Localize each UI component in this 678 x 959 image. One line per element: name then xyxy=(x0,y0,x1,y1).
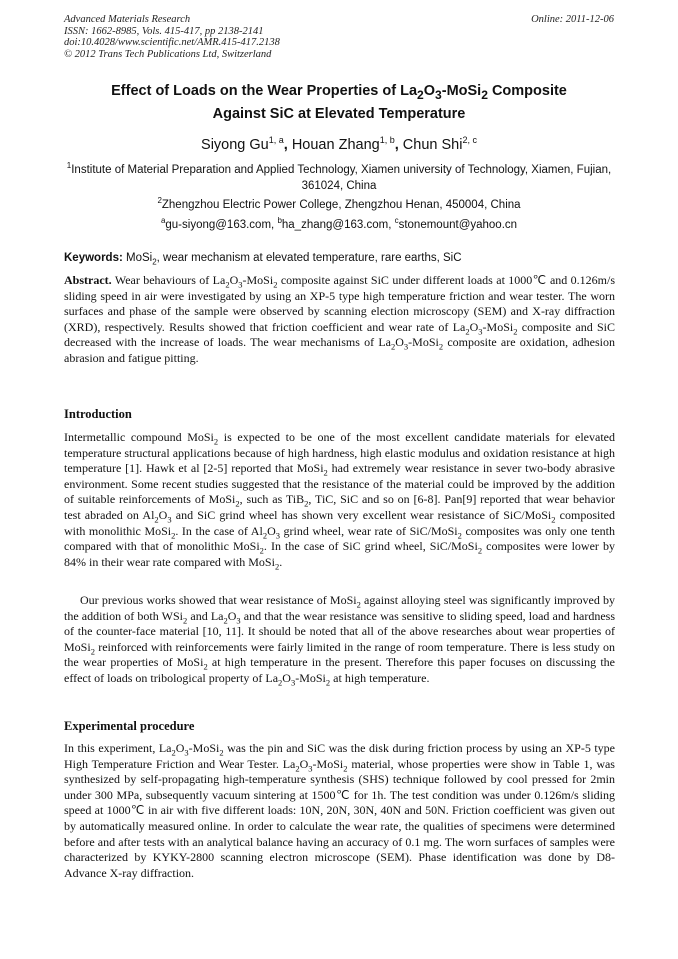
affiliation-1 xyxy=(60,158,618,194)
subscript: 3 xyxy=(238,279,243,290)
email-separator: , xyxy=(388,218,395,231)
subscript: 2 xyxy=(219,747,224,758)
keywords-label: Keywords: xyxy=(64,252,123,264)
abstract-text: O xyxy=(469,319,479,334)
introduction-paragraph-2 xyxy=(64,593,615,687)
experimental-paragraph-1 xyxy=(64,741,615,881)
email-mark: a xyxy=(160,216,166,225)
body-text: O xyxy=(299,756,309,771)
affiliation-mark: 1 xyxy=(66,161,72,170)
subscript: 2 xyxy=(356,599,361,610)
keywords-text: MoSi xyxy=(122,252,153,264)
doi-line: doi:10.4028/www.scientific.net/AMR.415-417.2138 xyxy=(64,37,280,48)
subscript: 2 xyxy=(182,614,188,625)
journal-name: Advanced Materials Research xyxy=(64,14,191,25)
abstract-text: O xyxy=(395,335,404,350)
author-affiliation-mark: 1, a xyxy=(268,135,284,145)
subscript: 2 xyxy=(304,498,309,509)
abstract xyxy=(64,273,615,367)
body-text: , TiC, SiC and so on [6-8]. Pan[9] reported that wear behavior test abraded on Al xyxy=(64,492,615,522)
body-text: . In the case of SiC grind wheel, SiC/MoSi xyxy=(263,539,478,554)
email-mark: c xyxy=(394,216,399,225)
author-name: Siyong Gu xyxy=(201,136,269,153)
abstract-text: composite are oxidation, adhesion abrasion and fatigue pitting. xyxy=(64,335,615,365)
body-text: In this experiment, La xyxy=(64,741,172,755)
subscript: 3 xyxy=(308,762,313,773)
body-text: O xyxy=(267,523,276,538)
body-text: and La xyxy=(187,608,224,623)
body-text: composites were lower by 84% in their wear rate compared with MoSi xyxy=(64,539,615,569)
author-name: Chun Shi xyxy=(402,136,463,153)
subscript: 2 xyxy=(154,514,159,525)
subscript: 2 xyxy=(295,762,300,773)
subscript: 3 xyxy=(236,614,241,625)
affiliation-text: Zhengzhou Electric Power College, Zhengzhou Henan, 450004, China xyxy=(161,198,521,211)
subscript: 2 xyxy=(477,545,483,556)
author-emails xyxy=(60,213,618,233)
body-text: and SiC grind wheel has shown very excellent wear resistance of SiC/MoSi xyxy=(171,507,552,522)
paper-title xyxy=(60,82,618,124)
subscript: 2 xyxy=(262,529,268,540)
abstract-text: composite and SiC decreased with the increase of loads. The wear mechanisms of La xyxy=(64,319,615,350)
abstract-text: composite against SiC under different loads at 1000℃ and 0.126m/s sliding speed in air were investigated by using an XP-5 type high temperature friction and wear tester. The worn surfaces and phase of the sample were observed by scanning election microscopy (SEM) and X-ray diffraction (XRD), respectively. Results showed that friction coefficient and wear rate of La xyxy=(64,273,615,334)
subscript: 2 xyxy=(225,279,230,290)
subscript: 2 xyxy=(213,436,219,447)
subscript: 2 xyxy=(513,326,518,337)
title-text: Effect of Loads on the Wear Properties of La xyxy=(111,83,418,99)
author-name: Houan Zhang xyxy=(291,136,380,153)
body-text: had extremely wear resistance in sever two-body abrasive environment. Some recent studies suggested that the resistance of the material could be improved by the addition of suitable reinforcements of MoSi xyxy=(64,461,615,507)
title-sub: 3 xyxy=(435,87,442,102)
body-text: grind wheel, wear rate of SiC/MoSi xyxy=(279,523,458,538)
subscript: 2 xyxy=(90,646,95,657)
body-text: is expected to be one of the most excellent candidate materials for elevated temperature structural applications because of high hardness, high elastic modulus and oxidation resistance at high temperature [1]. Hawk et al [2-5] reported that MoSi xyxy=(64,430,615,476)
copyright-line: © 2012 Trans Tech Publications Ltd, Switzerland xyxy=(64,48,272,60)
title-text: -MoSi xyxy=(441,83,482,99)
introduction-paragraph-1 xyxy=(64,430,615,570)
section-heading-experimental: Experimental procedure xyxy=(64,719,195,733)
subscript: 2 xyxy=(223,614,228,625)
subscript: 3 xyxy=(403,341,409,352)
subscript: 2 xyxy=(235,498,240,509)
email-address[interactable]: gu-siyong@163.com xyxy=(165,218,272,231)
abstract-label: Abstract. xyxy=(64,273,112,287)
keywords-sub: 2 xyxy=(152,257,157,267)
subscript: 2 xyxy=(551,514,556,525)
body-text: material, whose properties were show in Table 1, was synthesized by self-propagating high-temperature synthesis (SHS) technique followed by cool pressed for 2min under 300 MPa, subsequently vacuum sintering at 1500℃ for 1h. The test condition was under 0.126m/s sliding speed at 1000℃ in air with five different loads: 10N, 20N, 30N, 40N and 50N. Friction coefficient was given out by automatically measured online. In order to calculate the wear rate, the qualities of specimens were determined before and after tests with an analytical balance having an accuracy of 0.1 mg. The worn surfaces of samples were characterized by KYKY-2800 scanning electron microscope (SEM). Phase identification was done by D8-Advance X-ray diffraction. xyxy=(64,756,615,880)
subscript: 2 xyxy=(171,529,176,540)
email-address[interactable]: ha_zhang@163.com xyxy=(281,218,389,231)
subscript: 2 xyxy=(438,341,444,352)
subscript: 3 xyxy=(275,529,280,540)
body-text: . In the case of Al xyxy=(175,523,263,538)
title-line-2: Against SiC at Elevated Temperature xyxy=(212,105,466,122)
keywords xyxy=(64,251,616,269)
author-separator: , xyxy=(283,136,292,153)
section-heading-introduction: Introduction xyxy=(64,407,132,421)
title-text: Composite xyxy=(487,83,567,99)
body-text: Our previous works showed that wear resistance of MoSi xyxy=(80,593,357,607)
keywords-text: , wear mechanism at elevated temperature, rare earths, SiC xyxy=(156,252,462,264)
subscript: 2 xyxy=(325,677,331,688)
title-sub: 2 xyxy=(481,87,488,102)
body-text: and that the wear resistance was sensitive to sliding speed, load and hardness of the counter-face material [10, 11]. It should be noted that all of the above researches about wear properties of MoSi xyxy=(64,608,616,654)
abstract-text: -MoSi xyxy=(242,273,274,287)
author-affiliation-mark: 1, b xyxy=(379,135,395,145)
title-sub: 2 xyxy=(417,87,424,102)
affiliation-2 xyxy=(60,193,618,213)
body-text: -MoSi xyxy=(188,741,220,755)
subscript: 2 xyxy=(465,326,470,337)
author-affiliation-mark: 2, c xyxy=(462,135,477,145)
subscript: 2 xyxy=(273,279,278,290)
issn-line: ISSN: 1662-8985, Vols. 415-417, pp 2138-2141 xyxy=(64,25,264,37)
abstract-text: Wear behaviours of La xyxy=(111,273,226,287)
subscript: 2 xyxy=(259,545,264,556)
subscript: 2 xyxy=(274,561,280,572)
subscript: 3 xyxy=(167,514,172,525)
body-text: composites was only one tenth compared with that of monolithic MoSi xyxy=(64,523,615,554)
body-text: composited with monolithic MoSi xyxy=(64,507,615,538)
subscript: 3 xyxy=(290,677,296,688)
body-text: -MoSi xyxy=(312,756,344,771)
affiliation-mark: 2 xyxy=(157,196,162,205)
body-text: -MoSi xyxy=(295,670,326,685)
abstract-text: O xyxy=(229,273,239,287)
subscript: 3 xyxy=(478,326,483,337)
journal-header xyxy=(64,14,280,60)
body-text: O xyxy=(282,670,291,685)
email-separator: , xyxy=(271,218,278,231)
body-text: Intermetallic compound MoSi xyxy=(64,430,214,444)
subscript: 2 xyxy=(323,467,328,478)
body-text: O xyxy=(227,608,237,623)
body-text: , such as TiB xyxy=(239,492,305,507)
body-text: against alloying steel was significantly improved by the addition of both WSi xyxy=(64,593,615,623)
subscript: 2 xyxy=(203,661,208,672)
affiliation-text: Institute of Material Preparation and Applied Technology, Xiamen university of Technology, Xiamen, Fujian, 361024, China xyxy=(71,163,612,192)
subscript: 2 xyxy=(457,529,462,540)
email-address[interactable]: stonemount@yahoo.cn xyxy=(398,218,518,231)
abstract-text: -MoSi xyxy=(408,335,439,350)
title-text: O xyxy=(423,83,436,99)
body-text: reinforced with reinforcements were fairly limited in the range of room temperature. There is less study on the wear properties of MoSi xyxy=(64,639,615,670)
body-text: at high temperature. xyxy=(330,670,430,685)
body-text: . xyxy=(279,554,283,569)
email-mark: b xyxy=(277,216,282,225)
subscript: 2 xyxy=(278,677,283,688)
body-text: O xyxy=(175,741,185,755)
subscript: 3 xyxy=(184,747,189,758)
body-text: O xyxy=(158,507,168,522)
author-list xyxy=(60,130,618,155)
subscript: 2 xyxy=(343,762,348,773)
body-text: was the pin and SiC was the disk during friction process by using an XP-5 type High Temperature Friction and Wear Tester. La xyxy=(64,741,615,771)
subscript: 2 xyxy=(171,747,176,758)
subscript: 2 xyxy=(390,341,396,352)
body-text: at high temperature in the present. Therefore this paper focuses on discussing the effect of loads on tribological property of La xyxy=(64,655,615,685)
abstract-text: -MoSi xyxy=(482,319,514,334)
author-separator: , xyxy=(394,136,403,153)
online-date: Online: 2011-12-06 xyxy=(531,14,614,25)
